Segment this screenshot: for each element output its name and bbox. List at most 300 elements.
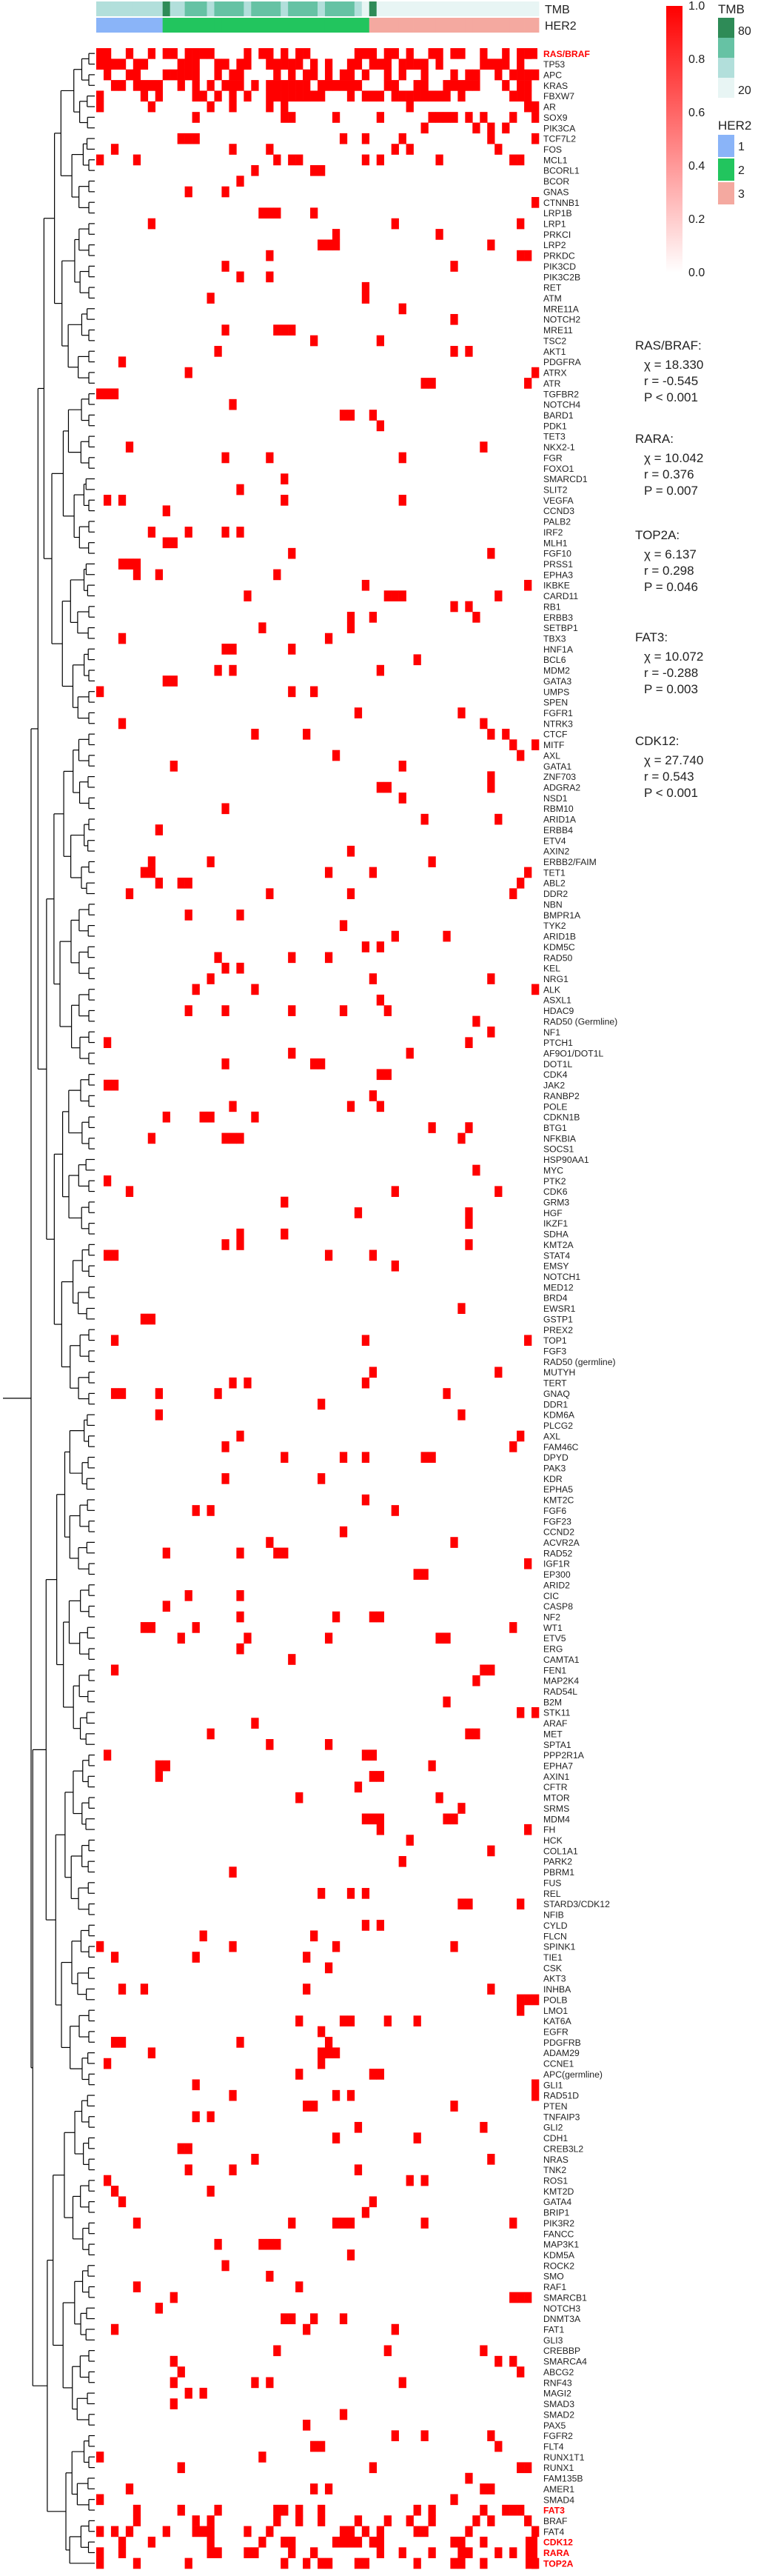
gene-label: NKX2-1 xyxy=(543,442,575,453)
heatmap-cell xyxy=(487,548,494,559)
gene-label: GLI3 xyxy=(543,2335,563,2346)
gene-label: DOT1L xyxy=(543,1058,573,1070)
heatmap-cell xyxy=(399,495,406,506)
heatmap-cell xyxy=(192,90,200,101)
heatmap-cell xyxy=(369,973,377,984)
heatmap-cell xyxy=(480,48,487,59)
gene-label: CDK12 xyxy=(543,2537,573,2548)
heatmap-cell xyxy=(480,2483,487,2495)
heatmap-cell xyxy=(392,2430,399,2441)
gene-label: SOCS1 xyxy=(543,1144,574,1155)
gene-label: EPHA7 xyxy=(543,1761,573,1772)
her2-track-cell xyxy=(214,18,221,33)
heatmap-cell xyxy=(266,48,273,59)
heatmap-cell xyxy=(229,1378,236,1389)
heatmap-cell xyxy=(332,750,340,761)
heatmap-cell xyxy=(429,112,436,123)
her2-track-cell xyxy=(185,18,192,33)
heatmap-cell xyxy=(443,1388,450,1399)
heatmap-cell xyxy=(465,601,472,613)
heatmap-cell xyxy=(207,2112,215,2123)
heatmap-cell xyxy=(355,707,362,718)
heatmap-cell xyxy=(266,1739,273,1750)
tmb-track-cell xyxy=(487,1,494,16)
heatmap-cell xyxy=(362,1378,369,1389)
heatmap-cell xyxy=(355,1207,362,1218)
heatmap-cell xyxy=(207,2526,215,2537)
heatmap-cell xyxy=(429,2505,436,2516)
gene-label: HGF xyxy=(543,1207,563,1218)
heatmap-cell xyxy=(362,70,369,81)
gene-label: GLI1 xyxy=(543,2080,563,2091)
heatmap-cell xyxy=(133,80,141,91)
heatmap-cell xyxy=(111,80,118,91)
heatmap-cell xyxy=(163,537,170,548)
tmb-track-cell xyxy=(141,1,148,16)
her2-track-cell xyxy=(200,18,207,33)
heatmap-cell xyxy=(487,59,494,70)
heatmap-cell xyxy=(118,2547,126,2558)
heatmap-cell xyxy=(369,2196,377,2207)
tmb-legend-title: TMB xyxy=(718,2,745,16)
heatmap-cell xyxy=(384,48,392,59)
heatmap-cell xyxy=(421,80,429,91)
heatmap-cell xyxy=(295,2515,303,2526)
heatmap-cell xyxy=(377,112,384,123)
heatmap-cell xyxy=(178,878,185,889)
heatmap-cell xyxy=(207,48,215,59)
heatmap-cell xyxy=(148,1133,155,1144)
heatmap-cell xyxy=(457,1409,465,1421)
gene-label: ATR xyxy=(543,378,561,389)
stat-gene: FAT3: xyxy=(635,630,668,644)
heatmap-cell xyxy=(457,2547,465,2558)
colorbar-main-tick: 0.6 xyxy=(688,107,705,119)
heatmap-cell xyxy=(480,2537,487,2548)
tmb-track-cell xyxy=(347,1,355,16)
heatmap-cell xyxy=(111,1388,118,1399)
gene-label: STARD3/CDK12 xyxy=(543,1899,610,1910)
gene-label: KDR xyxy=(543,1473,563,1484)
heatmap-cell xyxy=(170,2398,178,2409)
heatmap-cell xyxy=(443,80,450,91)
heatmap-cell xyxy=(362,282,369,293)
gene-label: PREX2 xyxy=(543,1324,573,1335)
tmb-track-cell xyxy=(355,1,362,16)
her2-track-cell xyxy=(472,18,480,33)
heatmap-cell xyxy=(251,2154,258,2165)
heatmap-cell xyxy=(384,1069,392,1080)
gene-label: FAT4 xyxy=(543,2526,565,2537)
heatmap-cell xyxy=(494,70,502,81)
gene-label: ZNF703 xyxy=(543,772,577,783)
heatmap-cell xyxy=(310,2547,318,2558)
heatmap-cell xyxy=(192,1505,200,1516)
her2-track-cell xyxy=(126,18,133,33)
gene-label: BCORL1 xyxy=(543,165,580,176)
heatmap-cell xyxy=(273,2239,281,2250)
colorbar-main-tick: 0.2 xyxy=(688,213,705,226)
heatmap-cell xyxy=(318,1399,325,1410)
heatmap-cell xyxy=(399,304,406,315)
her2-track-cell xyxy=(480,18,487,33)
heatmap-cell xyxy=(457,707,465,718)
gene-label: TBX3 xyxy=(543,633,566,644)
heatmap-cell xyxy=(295,90,303,101)
heatmap-cell xyxy=(369,1612,377,1623)
heatmap-cell xyxy=(450,2494,457,2505)
heatmap-cell xyxy=(126,2526,133,2537)
gene-label: AXIN1 xyxy=(543,1771,570,1782)
heatmap-cell xyxy=(111,2186,118,2197)
heatmap-cell xyxy=(185,187,192,198)
heatmap-cell xyxy=(362,2207,369,2218)
gene-label: PARK2 xyxy=(543,1856,573,1867)
colorbar-main xyxy=(666,6,682,273)
heatmap-cell xyxy=(318,80,325,91)
gene-label: SMAD3 xyxy=(543,2399,574,2410)
heatmap-cell xyxy=(517,2292,524,2303)
heatmap-cell xyxy=(487,123,494,134)
heatmap-cell xyxy=(207,80,215,91)
heatmap-cell xyxy=(435,112,443,123)
tmb-legend-swatch xyxy=(718,78,734,98)
heatmap-cell xyxy=(273,324,281,336)
heatmap-cell xyxy=(236,70,244,81)
heatmap-cell xyxy=(163,1548,170,1559)
heatmap-cell xyxy=(377,1771,384,1782)
tmb-legend-swatch xyxy=(718,38,734,58)
heatmap-cell xyxy=(435,90,443,101)
heatmap-cell xyxy=(443,90,450,101)
heatmap-cell xyxy=(318,2441,325,2452)
gene-label: CTCF xyxy=(543,729,568,740)
heatmap-cell xyxy=(170,70,178,81)
heatmap-cell xyxy=(369,867,377,878)
heatmap-cell xyxy=(355,59,362,70)
heatmap-cell xyxy=(509,90,517,101)
heatmap-cell xyxy=(281,1197,288,1208)
heatmap-cell xyxy=(221,261,229,272)
heatmap-cell xyxy=(155,80,163,91)
her2-track-cell xyxy=(347,18,355,33)
heatmap-cell xyxy=(221,59,229,70)
heatmap-cell xyxy=(362,133,369,144)
heatmap-cell xyxy=(266,272,273,283)
heatmap-cell xyxy=(141,1314,148,1325)
heatmap-cell xyxy=(429,2547,436,2558)
heatmap-cell xyxy=(502,59,509,70)
heatmap-cell xyxy=(200,1112,207,1123)
heatmap-cell xyxy=(524,378,531,389)
heatmap-cell xyxy=(325,2558,332,2569)
gene-label: PIK3CA xyxy=(543,123,576,134)
gene-label: FLCN xyxy=(543,1931,567,1942)
her2-track-cell xyxy=(96,18,104,33)
heatmap-cell xyxy=(377,995,384,1006)
gene-label: AMER1 xyxy=(543,2483,574,2495)
gene-label: KMT2C xyxy=(543,1495,574,1506)
heatmap-cell xyxy=(178,2143,185,2155)
gene-label: PBRM1 xyxy=(543,1867,574,1878)
stat-chi: χ = 27.740 xyxy=(644,753,704,767)
heatmap-cell xyxy=(214,59,221,70)
heatmap-cell xyxy=(207,1112,215,1123)
heatmap-cell xyxy=(517,155,524,166)
heatmap-cell xyxy=(347,90,355,101)
tmb-track-cell xyxy=(340,1,347,16)
heatmap-cell xyxy=(295,2015,303,2026)
heatmap-cell xyxy=(266,2239,273,2250)
heatmap-cell xyxy=(480,2505,487,2516)
heatmap-cell xyxy=(340,2537,347,2548)
heatmap-cell xyxy=(325,2483,332,2495)
gene-label: FGF23 xyxy=(543,1516,571,1527)
heatmap-cell xyxy=(155,1761,163,1772)
heatmap-cell xyxy=(531,112,539,123)
heatmap-cell xyxy=(96,155,104,166)
heatmap-cell xyxy=(384,2515,392,2526)
heatmap-cell xyxy=(377,1920,384,1931)
heatmap-cell xyxy=(266,2271,273,2282)
heatmap-cell xyxy=(524,101,531,113)
heatmap-cell xyxy=(332,229,340,240)
heatmap-cell xyxy=(443,1814,450,1825)
heatmap-cell xyxy=(126,48,133,59)
heatmap-cell xyxy=(509,2218,517,2229)
heatmap-cell xyxy=(251,165,258,176)
heatmap-cell xyxy=(531,133,539,144)
gene-label: NOTCH1 xyxy=(543,1272,581,1283)
gene-label: EMSY xyxy=(543,1261,569,1272)
heatmap-cell xyxy=(429,48,436,59)
heatmap-cell xyxy=(192,70,200,81)
heatmap-cell xyxy=(369,410,377,421)
gene-label: TOP1 xyxy=(543,1335,567,1347)
heatmap-cell xyxy=(163,1601,170,1612)
heatmap-cell xyxy=(392,2324,399,2335)
gene-label: SMO xyxy=(543,2271,564,2282)
gene-label: CFTR xyxy=(543,1782,568,1793)
heatmap-cell xyxy=(126,888,133,899)
stat-chi: χ = 10.042 xyxy=(644,451,704,465)
gene-label: ADGRA2 xyxy=(543,782,581,793)
heatmap-cell xyxy=(369,1367,377,1378)
heatmap-cell xyxy=(347,2537,355,2548)
gene-label: PRKCI xyxy=(543,229,571,240)
tmb-track-cell xyxy=(369,1,377,16)
gene-label: PIK3CD xyxy=(543,261,577,272)
heatmap-cell xyxy=(229,2090,236,2101)
heatmap-cell xyxy=(347,410,355,421)
heatmap-cell xyxy=(465,1729,472,1740)
gene-label: SMARCB1 xyxy=(543,2292,587,2303)
heatmap-cell xyxy=(406,101,414,113)
heatmap-cell xyxy=(355,48,362,59)
heatmap-cell xyxy=(494,2441,502,2452)
heatmap-cell xyxy=(310,1058,318,1070)
her2-track-cell xyxy=(281,18,288,33)
heatmap-cell xyxy=(421,2175,429,2186)
heatmap-cell xyxy=(273,2505,281,2516)
tmb-track-cell xyxy=(288,1,295,16)
heatmap-cell xyxy=(384,59,392,70)
gene-label: TSC2 xyxy=(543,336,567,347)
heatmap-cell xyxy=(273,570,281,581)
heatmap-cell xyxy=(399,59,406,70)
heatmap-cell xyxy=(487,239,494,250)
heatmap-cell xyxy=(524,867,531,878)
heatmap-cell xyxy=(295,80,303,91)
heatmap-cells xyxy=(96,41,539,2569)
heatmap-cell xyxy=(281,112,288,123)
heatmap-cell xyxy=(155,90,163,101)
stat-p: P = 0.007 xyxy=(644,484,698,498)
heatmap-cell xyxy=(273,70,281,81)
heatmap-cell xyxy=(96,90,104,101)
gene-label: SMARCD1 xyxy=(543,474,588,485)
heatmap-cell xyxy=(332,1612,340,1623)
heatmap-cell xyxy=(221,644,229,655)
tmb-track-cell xyxy=(281,1,288,16)
heatmap-cell xyxy=(531,1995,539,2006)
heatmap-cell xyxy=(480,2122,487,2133)
her2-track-cell xyxy=(377,18,384,33)
heatmap-cell xyxy=(303,70,310,81)
gene-label: MYC xyxy=(543,1165,564,1176)
gene-label: MET xyxy=(543,1729,563,1740)
heatmap-cell xyxy=(429,90,436,101)
heatmap-cell xyxy=(377,2547,384,2558)
heatmap-cell xyxy=(288,80,295,91)
heatmap-cell xyxy=(435,59,443,70)
heatmap-cell xyxy=(480,441,487,453)
heatmap-cell xyxy=(303,729,310,740)
heatmap-cell xyxy=(509,112,517,123)
stat-chi: χ = 6.137 xyxy=(644,547,697,561)
heatmap-cell xyxy=(148,101,155,113)
gene-label: STK11 xyxy=(543,1707,571,1718)
tmb-track-cell xyxy=(325,1,332,16)
gene-label: AF9O1/DOT1L xyxy=(543,1048,604,1059)
stat-p: P < 0.001 xyxy=(644,390,698,404)
heatmap-cell xyxy=(377,2526,384,2537)
heatmap-cell xyxy=(450,2100,457,2112)
heatmap-cell xyxy=(392,218,399,230)
heatmap-cell xyxy=(229,644,236,655)
gene-label: STAT4 xyxy=(543,1250,571,1261)
heatmap-cell xyxy=(229,144,236,155)
gene-label: MITF xyxy=(543,740,565,751)
heatmap-cell xyxy=(450,1537,457,1548)
heatmap-cell xyxy=(318,2026,325,2038)
stat-gene: TOP2A: xyxy=(635,528,680,542)
heatmap-cell xyxy=(118,80,126,91)
gene-label: RNF43 xyxy=(543,2378,572,2389)
heatmap-cell xyxy=(399,90,406,101)
heatmap-cell xyxy=(435,1632,443,1644)
heatmap-cell xyxy=(170,48,178,59)
heatmap-cell xyxy=(133,2281,141,2292)
heatmap-cell xyxy=(450,112,457,123)
heatmap-cell xyxy=(509,1441,517,1452)
gene-label: MDM4 xyxy=(543,1814,570,1825)
stat-r: r = 0.376 xyxy=(644,467,694,481)
heatmap-cell xyxy=(472,1729,480,1740)
heatmap-cell xyxy=(266,90,273,101)
heatmap-cell xyxy=(281,80,288,91)
heatmap-cell xyxy=(450,261,457,272)
heatmap-cell xyxy=(362,2558,369,2569)
heatmap-cell xyxy=(273,90,281,101)
her2-track-cell xyxy=(236,18,244,33)
gene-label: PAK3 xyxy=(543,1463,566,1474)
heatmap-cell xyxy=(399,70,406,81)
heatmap-cell xyxy=(531,2080,539,2091)
heatmap-cell xyxy=(429,1761,436,1772)
heatmap-cell xyxy=(362,1814,369,1825)
heatmap-cell xyxy=(126,558,133,570)
her2-track-cell xyxy=(531,18,539,33)
stat-block xyxy=(635,338,703,406)
heatmap-cell xyxy=(111,2037,118,2048)
heatmap-cell xyxy=(332,112,340,123)
heatmap-cell xyxy=(362,293,369,304)
heatmap-cell xyxy=(472,70,480,81)
gene-label: HCK xyxy=(543,1835,563,1846)
heatmap-cell xyxy=(229,1866,236,1878)
gene-label: DPYD xyxy=(543,1452,568,1464)
heatmap-cell xyxy=(384,70,392,81)
stat-p: P = 0.046 xyxy=(644,580,698,594)
heatmap-cell xyxy=(295,2069,303,2080)
heatmap-cell xyxy=(392,590,399,601)
gene-label: BCL6 xyxy=(543,655,566,666)
heatmap-cell xyxy=(200,2526,207,2537)
gene-label: MUTYH xyxy=(543,1367,576,1378)
heatmap-cell xyxy=(377,2537,384,2548)
heatmap-cell xyxy=(104,2175,111,2186)
tmb-track-cell xyxy=(414,1,421,16)
heatmap-cell xyxy=(457,1803,465,1814)
heatmap-cell xyxy=(266,2378,273,2389)
heatmap-cell xyxy=(273,2345,281,2356)
her2-track-cell xyxy=(244,18,251,33)
heatmap-cell xyxy=(221,1005,229,1016)
heatmap-cell xyxy=(221,2260,229,2272)
heatmap-cell xyxy=(104,59,111,70)
heatmap-cell xyxy=(414,2132,421,2143)
gene-label: SPEN xyxy=(543,697,568,708)
her2-track-cell xyxy=(133,18,141,33)
heatmap-cell xyxy=(111,1335,118,1346)
stat-gene: RARA: xyxy=(635,432,674,446)
heatmap-cell xyxy=(517,1995,524,2006)
heatmap-cell xyxy=(96,388,104,399)
heatmap-cell xyxy=(96,59,104,70)
heatmap-cell xyxy=(118,495,126,506)
heatmap-cell xyxy=(406,1048,414,1059)
heatmap-cell xyxy=(229,80,236,91)
heatmap-cell xyxy=(118,1983,126,1995)
heatmap-cell xyxy=(281,101,288,113)
heatmap-cell xyxy=(392,1261,399,1272)
heatmap-cell xyxy=(310,207,318,218)
heatmap-cell xyxy=(148,867,155,878)
heatmap-cell xyxy=(377,421,384,432)
heatmap-cell xyxy=(472,2515,480,2526)
her2-track-cell xyxy=(288,18,295,33)
